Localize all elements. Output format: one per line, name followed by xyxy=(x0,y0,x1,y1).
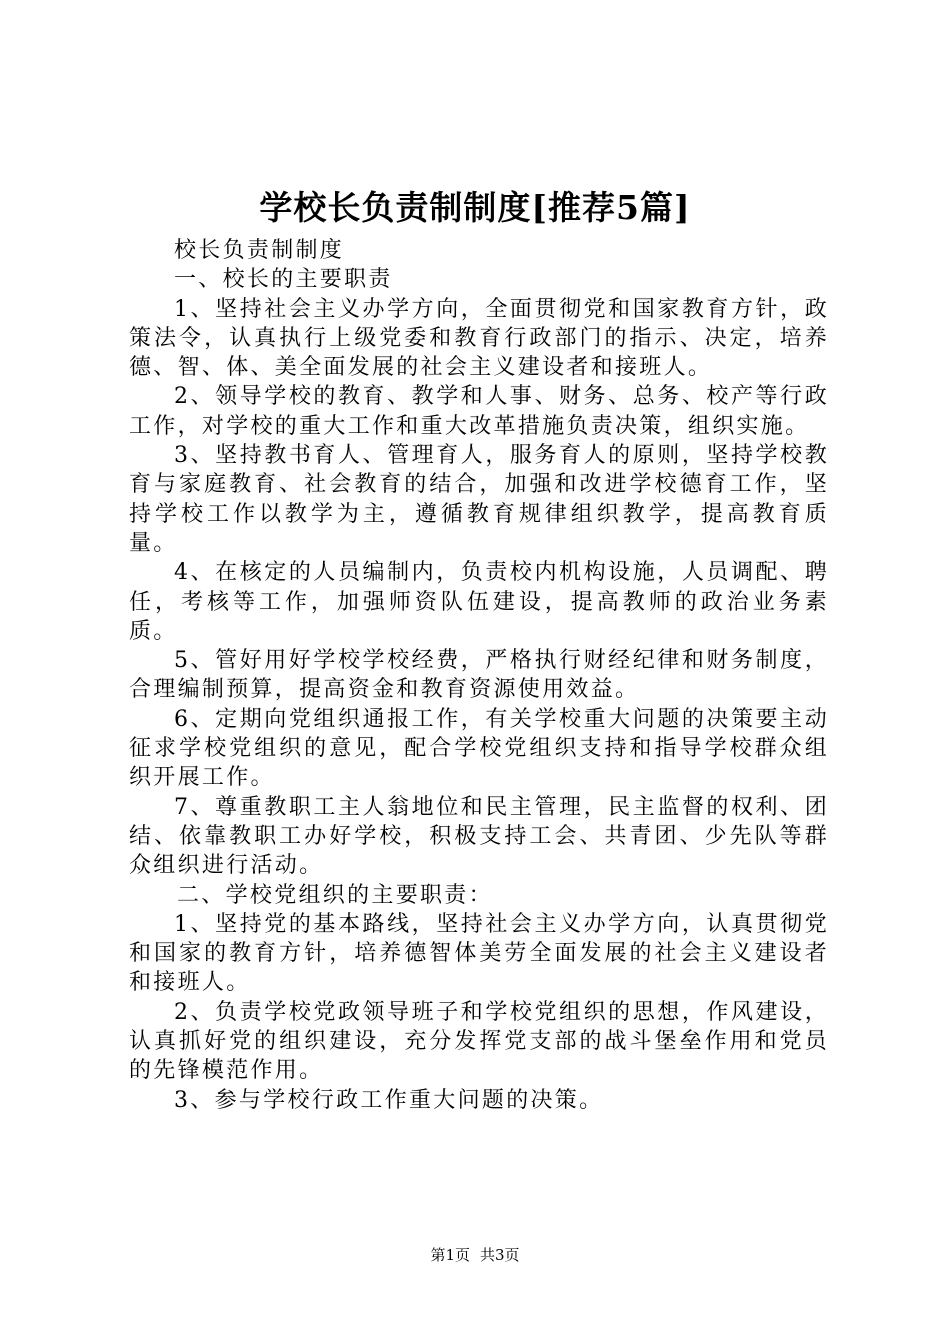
paragraph: 4、在核定的人员编制内，负责校内机构设施，人员调配、聘任，考核等工作，加强师资队伍建设，提高教师的政治业务素质。 xyxy=(129,560,829,644)
page-number: 第1页 xyxy=(430,1246,470,1264)
section-subtitle: 校长负责制制度 xyxy=(174,238,345,263)
page-footer xyxy=(0,1244,950,1266)
document-body xyxy=(129,236,829,1115)
document-title: 学校长负责制制度[推荐5篇] xyxy=(259,188,691,227)
paragraph: 5、管好用好学校学校经费，严格执行财经纪律和财务制度，合理编制预算，提高资金和教育资源使用效益。 xyxy=(129,648,829,703)
paragraph: 3、参与学校行政工作重大问题的决策。 xyxy=(174,1087,604,1113)
paragraph: 3、坚持教书育人、管理育人，服务育人的原则，坚持学校教育与家庭教育、社会教育的结合，加强和改进学校德育工作，坚持学校工作以教学为主，遵循教育规律组织教学，提高教育质量。 xyxy=(129,443,829,556)
section-heading-2: 二、学校党组织的主要职责： xyxy=(177,882,493,908)
paragraph: 2、领导学校的教育、教学和人事、财务、总务、校产等行政工作，对学校的重大工作和重大改革措施负责决策，组织实施。 xyxy=(129,384,829,439)
paragraph: 7、尊重教职工主人翁地位和民主管理，民主监督的权利、团结、依靠教职工办好学校，积极支持工会、共青团、少先队等群众组织进行活动。 xyxy=(129,794,829,879)
paragraph: 1、坚持社会主义办学方向，全面贯彻党和国家教育方针，政策法令，认真执行上级党委和教育行政部门的指示、决定，培养德、智、体、美全面发展的社会主义建设者和接班人。 xyxy=(129,296,829,381)
paragraph: 1、坚持党的基本路线，坚持社会主义办学方向，认真贯彻党和国家的教育方针，培养德智体美劳全面发展的社会主义建设者和接班人。 xyxy=(129,911,829,996)
paragraph: 6、定期向党组织通报工作，有关学校重大问题的决策要主动征求学校党组织的意见，配合学校党组织支持和指导学校群众组织开展工作。 xyxy=(129,706,829,791)
page-total: 共3页 xyxy=(480,1246,520,1264)
section-heading-1: 一、校长的主要职责 xyxy=(174,267,393,293)
paragraph: 2、负责学校党政领导班子和学校党组织的思想，作风建设，认真抓好党的组织建设，充分发挥党支部的战斗堡垒作用和党员的先锋模范作用。 xyxy=(129,999,829,1084)
